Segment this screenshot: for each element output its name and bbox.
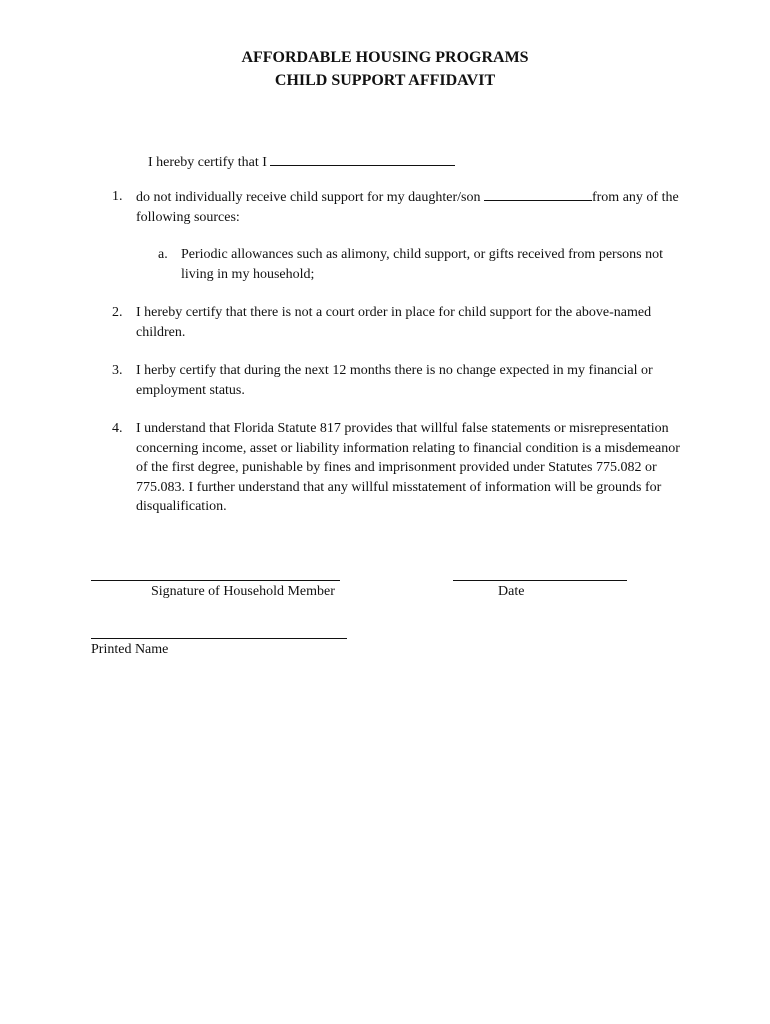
- document-title-line1: AFFORDABLE HOUSING PROGRAMS: [241, 49, 529, 66]
- child-name-blank-field[interactable]: [484, 187, 592, 201]
- list-item-text: I hereby certify that there is not a court order in place for child support for the above-named children.: [136, 305, 652, 340]
- signature-line[interactable]: [91, 580, 340, 581]
- list-item-number: a.: [158, 247, 168, 262]
- signature-label: Signature of Household Member: [151, 584, 335, 599]
- list-item-text: [136, 187, 686, 227]
- list-item-text: I understand that Florida Statute 817 provides that willful false statements or misrepresentation concerning income, asset or liability information relating to financial condition is a misdemeanor of the first degree, punishable by fines and imprisonment provided under Statutes 775.082 or 775.083. I further understand that any willful misstatement of information will be grounds for disqualification.: [136, 421, 680, 514]
- printed-name-line[interactable]: [91, 638, 347, 639]
- certify-text: I hereby certify that I: [148, 155, 271, 170]
- list-item-text-after: from any of the following sources:: [136, 190, 679, 225]
- printed-name-label: Printed Name: [91, 642, 169, 657]
- document-title-line2: CHILD SUPPORT AFFIDAVIT: [274, 72, 496, 89]
- date-label: Date: [498, 584, 525, 599]
- list-item-text: I herby certify that during the next 12 months there is no change expected in my financial or employment status.: [136, 363, 653, 398]
- list-item-number: 4.: [112, 421, 123, 436]
- name-blank-field[interactable]: [270, 152, 455, 166]
- list-item-number: 2.: [112, 305, 123, 320]
- date-line[interactable]: [453, 580, 627, 581]
- list-item-text-before: do not individually receive child support for my daughter/son: [136, 190, 484, 205]
- list-item-number: 3.: [112, 363, 123, 378]
- certify-statement: [148, 152, 455, 173]
- list-item-number: 1.: [112, 189, 123, 204]
- list-item-text: Periodic allowances such as alimony, child support, or gifts received from persons not living in my household;: [181, 247, 663, 282]
